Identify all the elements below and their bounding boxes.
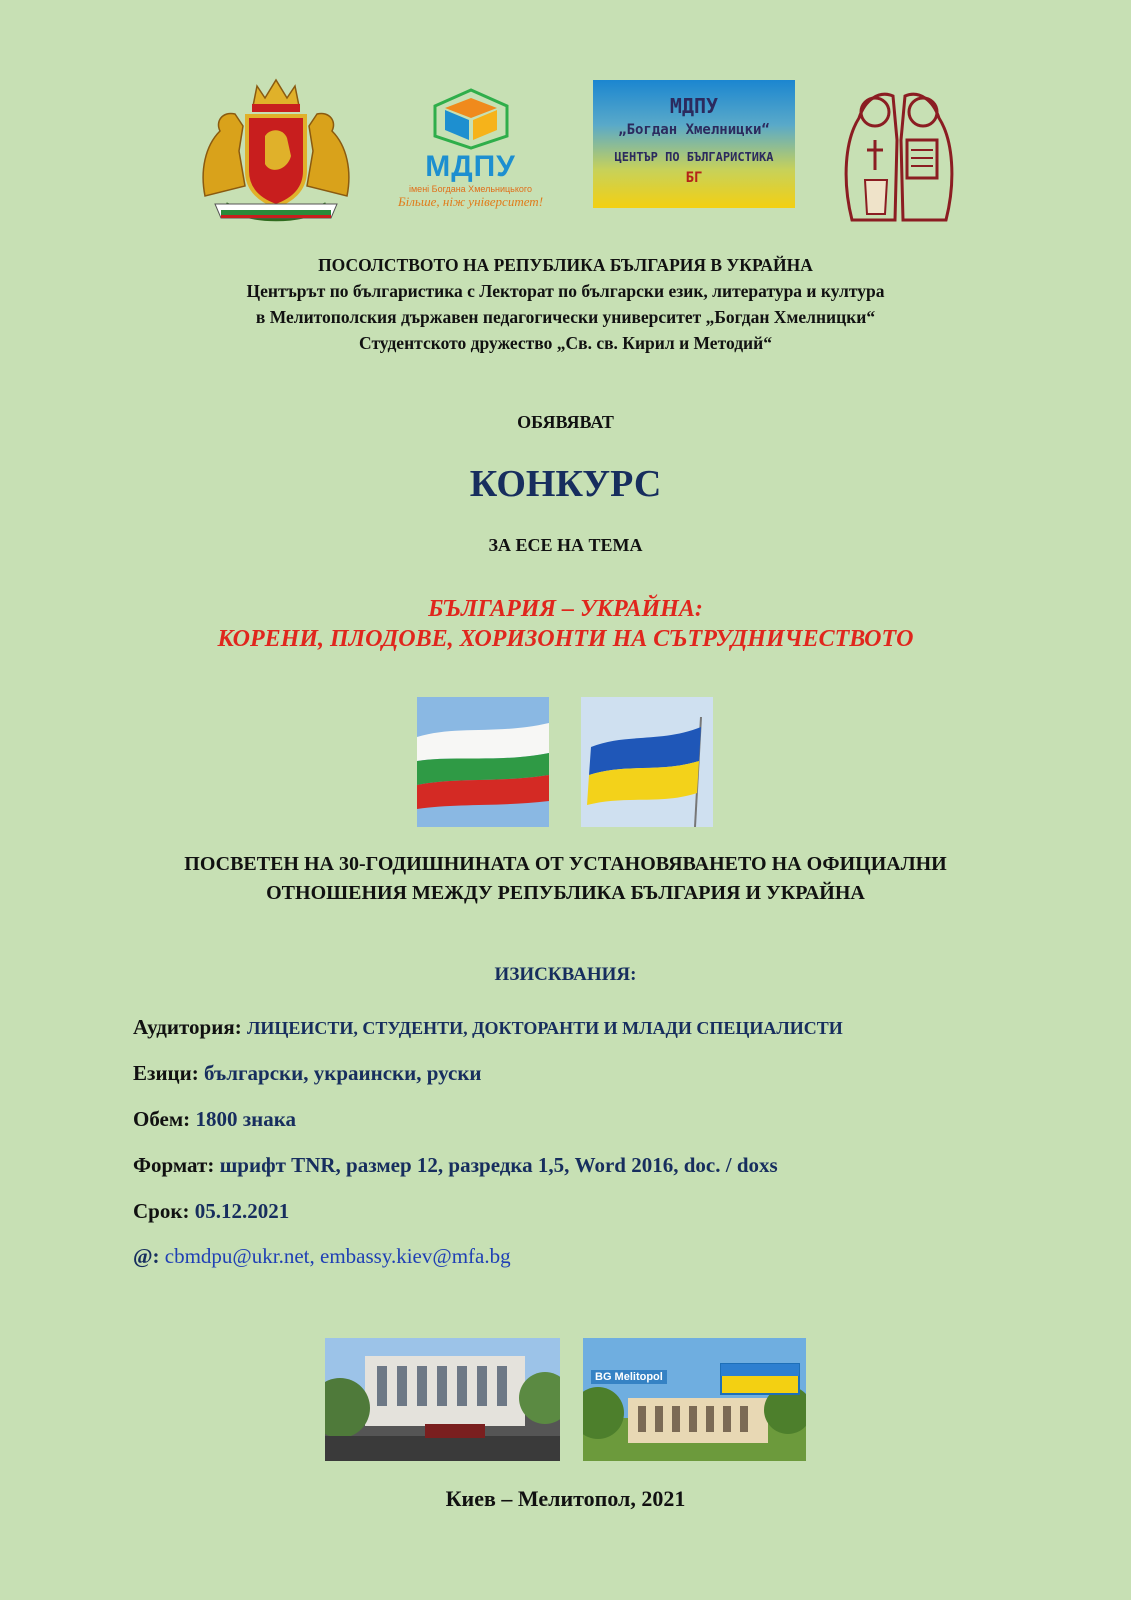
organizer-line-3: в Мелитополския държавен педагогически университет „Богдан Хмелницки“ — [255, 307, 876, 327]
ukraine-flag-photo — [581, 697, 713, 827]
bulgaria-coat-of-arms-icon — [195, 76, 357, 226]
mdpu-logo-slogan: Більше, ніж університет! — [397, 194, 544, 209]
banner-line-2: „Богдан Хмелницки“ — [618, 122, 770, 138]
essay-theme — [0, 594, 1131, 654]
dedication-line-2: ОТНОШЕНИЯ МЕЖДУ РЕПУБЛИКА БЪЛГАРИЯ И УКРАЙНА — [266, 882, 865, 904]
format-value: шрифт TNR, размер 12, разредка 1,5, Word 2016, doc. / doxs — [219, 1153, 778, 1177]
announce-heading: ОБЯВЯВАТ — [517, 412, 614, 432]
banner-line-1: МДПУ — [669, 94, 719, 118]
center-bulgaristics-banner — [593, 80, 795, 208]
requirement-email — [133, 1244, 511, 1269]
audience-value: ЛИЦЕИСТИ, СТУДЕНТИ, ДОКТОРАНТИ И МЛАДИ СПЕЦИАЛИСТИ — [246, 1018, 843, 1038]
theme-line-1: БЪЛГАРИЯ – УКРАЙНА: — [428, 596, 703, 622]
requirement-format — [133, 1153, 778, 1178]
saints-cyril-methodius-icon — [837, 80, 961, 222]
mdpu-logo-subtitle: імені Богдана Хмельницького — [409, 184, 532, 194]
requirement-volume — [133, 1107, 296, 1132]
mdpu-logo-name: МДПУ — [425, 150, 516, 183]
bulgaria-flag-photo — [417, 697, 549, 827]
requirements-heading: ИЗИСКВАНИЯ: — [494, 964, 637, 985]
volume-value: 1800 знака — [195, 1107, 297, 1131]
organizer-line-1: ПОСОЛСТВОТО НА РЕПУБЛИКА БЪЛГАРИЯ В УКРАЙНА — [318, 255, 813, 275]
footer-location-year: Киев – Мелитопол, 2021 — [445, 1486, 686, 1511]
organizer-line-2: Центърът по българистика с Лекторат по български език, литература и култура — [246, 281, 885, 301]
photo-caption: BG Melitopol — [591, 1370, 667, 1384]
mdpu-university-logo — [378, 88, 563, 213]
embassy-building-photo — [325, 1338, 560, 1461]
email-label: @: — [133, 1244, 160, 1268]
languages-value: български, украински, руски — [204, 1061, 482, 1085]
deadline-label: Срок: — [133, 1199, 190, 1223]
contest-title: КОНКУРС — [469, 463, 662, 505]
organizers-block — [0, 252, 1131, 356]
organizer-line-4: Студентското дружество „Св. св. Кирил и Методий“ — [359, 333, 772, 353]
banner-line-4: БГ — [685, 170, 703, 186]
dedication-block — [0, 850, 1131, 908]
requirement-deadline — [133, 1199, 289, 1224]
university-building-photo — [583, 1338, 806, 1461]
email-value[interactable]: cbmdpu@ukr.net, embassy.kiev@mfa.bg — [164, 1244, 511, 1268]
requirement-audience — [133, 1015, 843, 1040]
volume-label: Обем: — [133, 1107, 191, 1131]
languages-label: Езици: — [133, 1061, 199, 1085]
banner-line-3: ЦЕНТЪР ПО БЪЛГАРИСТИКА — [614, 150, 774, 164]
audience-label: Аудитория: — [133, 1015, 242, 1039]
theme-line-2: КОРЕНИ, ПЛОДОВЕ, ХОРИЗОНТИ НА СЪТРУДНИЧЕСТВОТО — [217, 626, 914, 652]
format-label: Формат: — [133, 1153, 215, 1177]
dedication-line-1: ПОСВЕТЕН НА 30-ГОДИШНИНАТА ОТ УСТАНОВЯВАНЕТО НА ОФИЦИАЛНИ — [184, 853, 947, 875]
mdpu-cube-icon — [431, 88, 511, 150]
requirement-languages — [133, 1061, 482, 1086]
essay-subtitle: ЗА ЕСЕ НА ТЕМА — [488, 535, 643, 555]
deadline-value: 05.12.2021 — [194, 1199, 290, 1223]
